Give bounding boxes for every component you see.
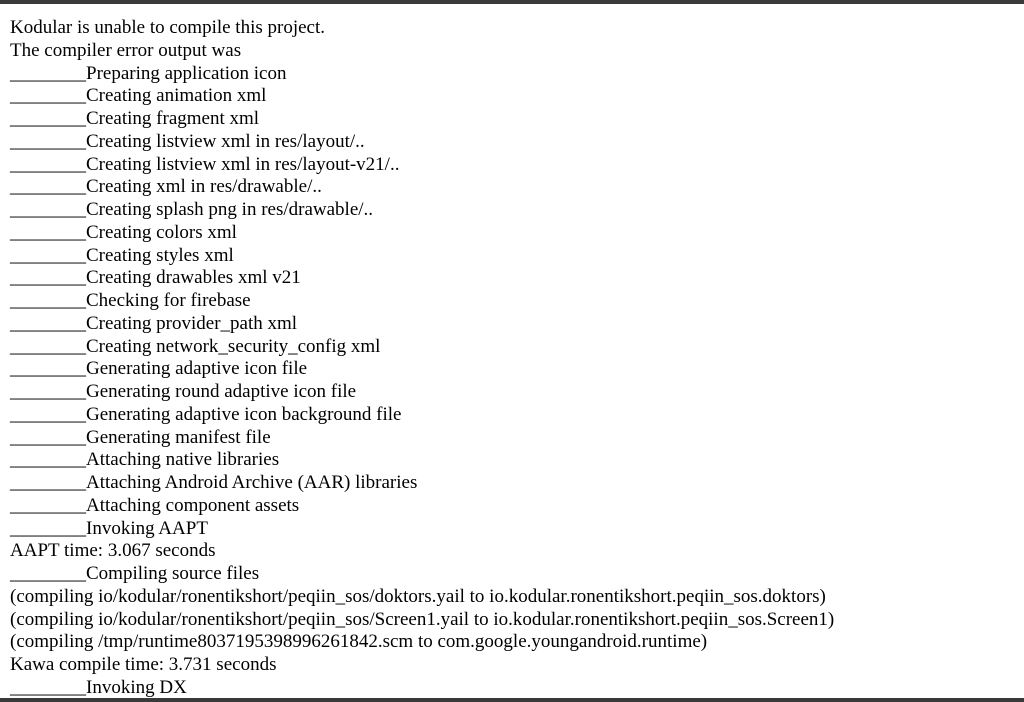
output-line: ________Creating network_security_config xml [10, 335, 381, 357]
output-line: ________Invoking AAPT [10, 517, 208, 539]
error-heading: Kodular is unable to compile this project. [10, 17, 326, 38]
output-line: ________Creating listview xml in res/layout/.. [10, 130, 365, 152]
output-line: ________Attaching Android Archive (AAR) libraries [10, 472, 418, 493]
output-line: ________Creating splash png in res/drawable/.. [10, 199, 374, 220]
error-subheading: The compiler error output was [10, 39, 242, 61]
output-line: ________Attaching component assets [10, 494, 300, 516]
output-line: ________Attaching native libraries [10, 449, 280, 471]
output-line: ________Creating fragment xml [10, 108, 260, 129]
output-line: ________Generating manifest file [10, 426, 271, 448]
compile-log-line: (compiling io/kodular/ronentikshort/peqiin_sos/doktors.yail to io.kodular.ronentikshort.peqiin_sos.doktors) [10, 585, 826, 607]
output-line: ________Compiling source files [10, 563, 260, 584]
output-line: ________Generating adaptive icon file [10, 358, 308, 380]
output-line: ________Checking for firebase [10, 290, 251, 311]
output-line: ________Creating colors xml [10, 221, 237, 243]
compiler-output [10, 17, 1014, 700]
output-line: ________Generating round adaptive icon file [10, 381, 357, 402]
output-line: ________Creating animation xml [10, 85, 267, 107]
output-line: ________Creating listview xml in res/layout-v21/.. [10, 153, 400, 175]
output-line: ________Invoking DX [10, 676, 187, 698]
output-line: ________Creating drawables xml v21 [10, 267, 301, 289]
output-line: ________Creating provider_path xml [10, 312, 298, 334]
output-line: ________Generating adaptive icon background file [10, 403, 402, 425]
compile-log-line: (compiling io/kodular/ronentikshort/peqiin_sos/Screen1.yail to io.kodular.ronentikshort.peqiin_sos.Screen1) [10, 608, 835, 630]
compile-log-line: (compiling /tmp/runtime8037195398996261842.scm to com.google.youngandroid.runtime) [10, 631, 708, 653]
output-line: ________Preparing application icon [10, 62, 287, 84]
output-line: ________Creating xml in res/drawable/.. [10, 176, 322, 198]
aapt-time: AAPT time: 3.067 seconds [10, 540, 216, 562]
kawa-compile-time: Kawa compile time: 3.731 seconds [10, 654, 277, 675]
output-line: ________Creating styles xml [10, 244, 234, 266]
